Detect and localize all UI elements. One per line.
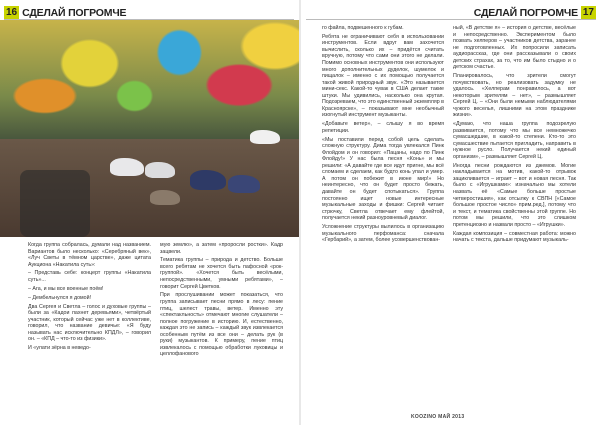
band-rehearsal-photo	[0, 20, 299, 237]
right-page-header	[471, 6, 596, 20]
left-page-header	[4, 6, 129, 20]
photo-sneaker	[190, 170, 226, 190]
paragraph: Ребята не ограничивают себя в использовании инструментов. Если вдруг вам захочется вычислить, сколько их – придётся считать вручную, потому что сами они этого не делали. Помимо основных инструментов они используют много дополнительных дуделок, шумелок и пищалок – именно с их помощью получается такой живой природный звук. «Это называется мини-секс. Какой-то чувак в США делает такие штуки. Мы удивились, насколько она крутая. Подозреваем, что это единственный экземпляр в Красноярске», – показывают мне необычный изогнутый инструмент музыканты.	[322, 33, 444, 119]
paragraph: Усложнение структуры вылилось в организацию музыкального перфоманса: сначала «Гербарий», а затем, более усовершенствован-	[322, 224, 444, 244]
right-header-rule	[306, 19, 596, 20]
paragraph: ный, «В детстве я» – история о детстве, весёлые и непосредственно. Экспериментом было позвать хелперов – участников детства, заранее не подготовленных. Их попросили записать аудиорассказ, где они рассказывали о своих детских страхах, за то, что им было стыдно и о детском счастье.	[453, 25, 576, 71]
photo-sneaker	[110, 158, 144, 176]
paragraph: Когда группа собралась, думали над названием. Вариантов было несколько: «Серебряный век», «Луч Светы в тёмном царстве», даже цитата Аукциона «Накатила суть»:	[28, 242, 151, 268]
right-column-1	[322, 25, 444, 244]
left-rubric-title: СДЕЛАЙ ПОГРОМЧЕ	[22, 7, 127, 19]
spread-gutter	[299, 0, 301, 425]
paragraph: Два Сергея и Светла – голос и духовые группы – были за «Кадои пахнет деревьями», четвёртый участник, который сейчас уже нет в коллективе, говорил, что название девичье: «Я буду называть нас исключительно КПДЛ», – говорил он. – «КПД – что-то из физики».	[28, 303, 151, 343]
right-rubric-title: СДЕЛАЙ ПОГРОМЧЕ	[473, 7, 578, 19]
paragraph: При прослушивании может показаться, что группа записывает песни прямо в лесу: пение птиц, шелест травы, ветер. Именно эту «спектакльность» отмечают многие слушатели – полное погружение в историю. И, естественно, каждая это не запись – каждый звук извлекается особенным путём из все они – делать рук (в руки) музыкантов. К примеру, пение птиц извлекалось с помощью обработки луковицы и целлофанового	[160, 292, 283, 358]
paragraph: «Мы поставили перед собой цель сделать сложную структуру. Дима тогда увлекался Пинк Флойдом и он говорил: «Пацаны, надо по Пинк Флойду!» У нас была песня «Конь» и мы решили: «А давайте где все идут пригне, мы всё сломаем и сделаем, как будто конь упал и умер. А потом он побежит в июне мир!» Но неинтересно, что он будет просто бежать, давайте он будет спотыкаться». Группа постоянно ищет новые интересные музыкальные заходы и фишки: Сергей читает стрючку, Светла отвечает ему флейтой, получается некий разноуровневый диалог.	[322, 136, 444, 222]
left-column-1	[28, 242, 151, 352]
photo-sneaker	[250, 130, 280, 144]
left-page-number: 16	[6, 7, 18, 18]
paragraph: мую землю», а затем «проросли ростки». Кадр зацвели.	[160, 242, 283, 255]
footer-magazine-issue: KOOZINO МАЙ 2013	[411, 414, 465, 420]
paragraph: Каждая композиция – совместная работа: можно начать с текста, дальше придумают музыкаль-	[453, 230, 576, 244]
paragraph: Тематика группы – природа и детство. Больше всего ребятам не хочется быть пафосной «рок-группой». «Хочется быть весёлыми, непосредственными, умными ребятами», – говорит Сергей Цветков.	[160, 257, 283, 290]
paragraph: – Дембельнулся я домой!	[28, 294, 92, 301]
paragraph: «Добавьте ветер», – слышу я во время репетиции.	[322, 121, 444, 134]
right-column-2	[453, 25, 576, 244]
photo-shoe	[150, 190, 180, 205]
paragraph: – Ага, и мы все военные поём!	[28, 285, 104, 292]
right-page-number: 17	[582, 7, 594, 18]
paragraph: И «улати зёрна в неведо-	[28, 345, 91, 352]
paragraph: «Думаю, что наша группа подозрелую развивается, потому что мы все немножечко сумасшедшие, в какой-то степени. Кто-то это сумасшествие пытается пригладить, направить в нужное русло. Получается некий единый организм», – размышляет Сергей Ц.	[453, 121, 576, 160]
photo-sneaker	[228, 175, 260, 193]
left-column-2	[160, 242, 283, 358]
paragraph: – Представь себе: концерт группы «Накатила суть»...	[28, 270, 151, 284]
paragraph: го файла, подвешенного к губам.	[322, 25, 404, 31]
photo-sneaker	[145, 162, 175, 178]
photo-chair	[20, 170, 90, 237]
paragraph: Иногда песни рождаются из джемов. Могие накладывается на мотив, какой-то отрывок зацикливается – играет – вот и новая песня. Так было с «Игрушками»: изначально мы хотели назвать её «Самые больше простые четверостишия», как отсылку к СВПН [«Самое большое простое число» прим.ред.], потому что и текст, и тематика свойственны этой группе. Но потом мы решили, что это слишком претенциозно и назвали просто – «Игрушки».	[453, 162, 576, 228]
paragraph: Планировалось, что зрители смогут почувствовать, но реализовать задумку не удалось. «Хелперам понравилось, а вот некоторым зрителям – нет», – размышляет Сергей Ц. – «Они были немыми наблюдателями чужого веселья, лишними на этом празднике жизни».	[453, 73, 576, 119]
